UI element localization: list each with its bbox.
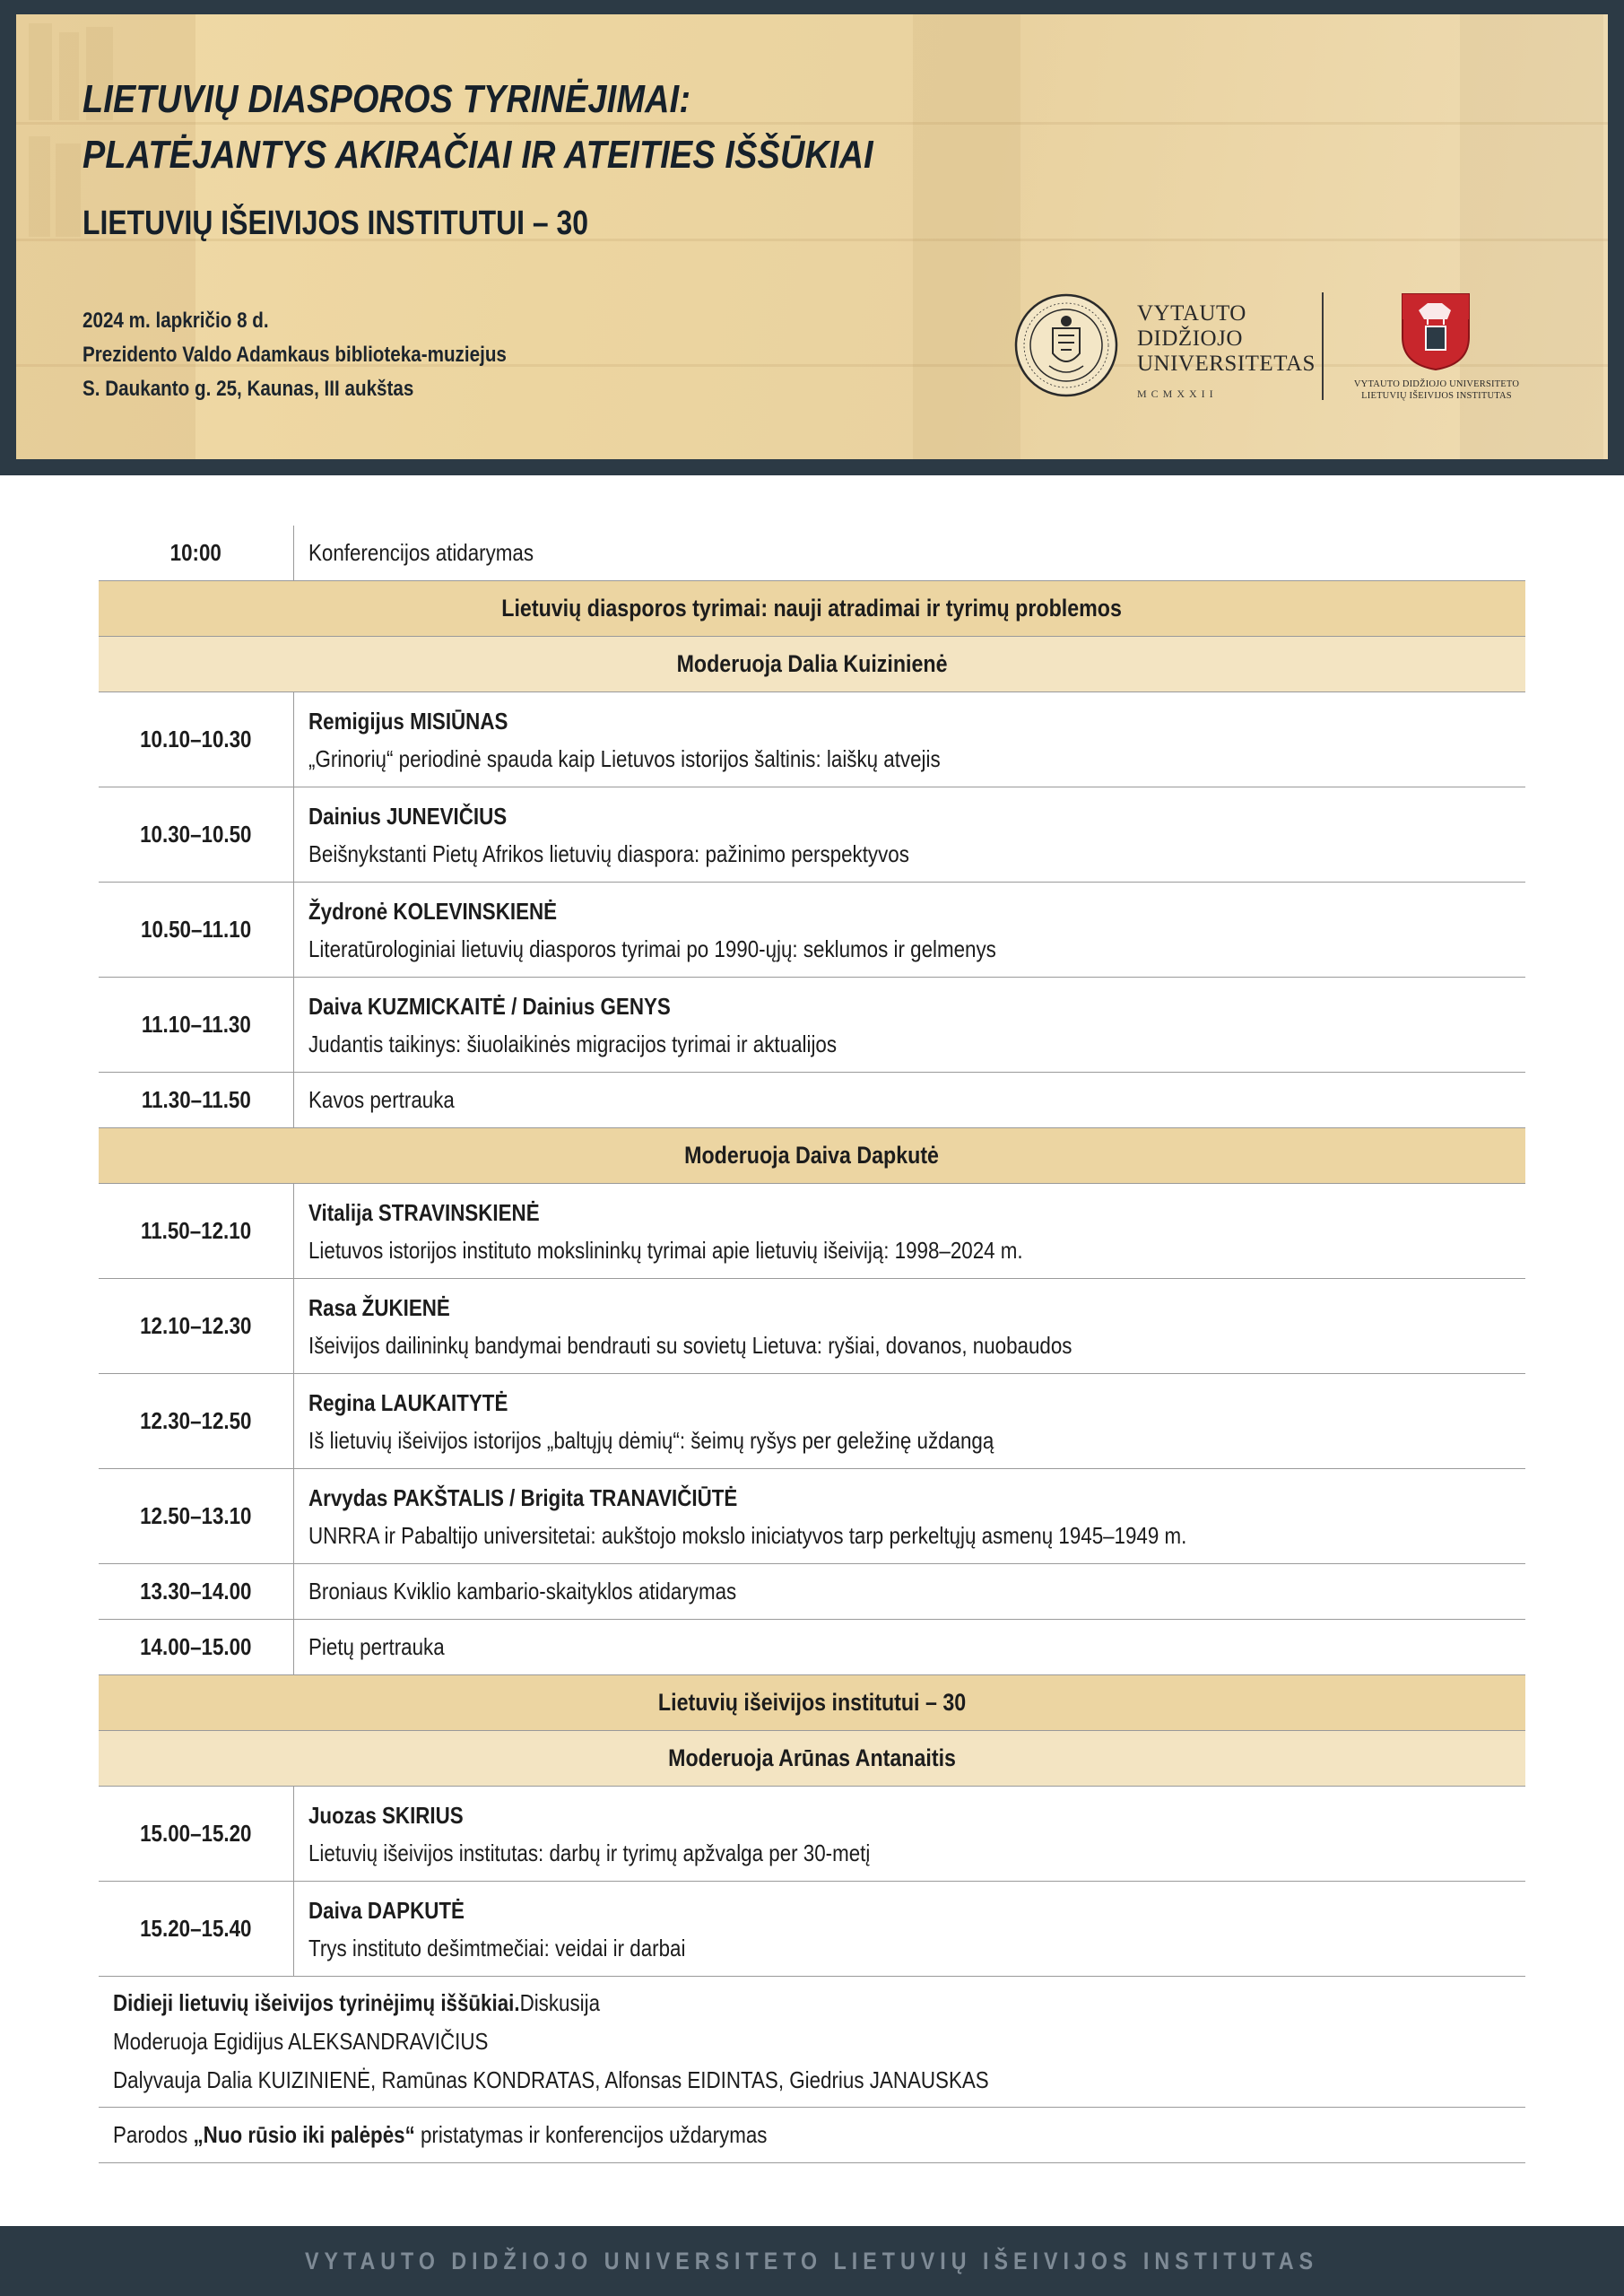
conference-subtitle: LIETUVIŲ IŠEIVIJOS INSTITUTUI – 30 [83,204,589,242]
talk-title: Beišnykstanti Pietų Afrikos lietuvių diaspora: pažinimo perspektyvos [308,839,909,867]
talk-title: Išeivijos dailininkų bandymai bendrauti su sovietų Lietuva: ryšiai, dovanos, nuobaudos [308,1331,1073,1359]
talk-title: UNRRA ir Pabaltijo universitetai: aukštojo mokslo iniciatyvos tarp perkeltųjų asmenų 1945–1949 m. [308,1521,1187,1549]
table-row [99,1564,1525,1620]
speaker-name: Regina LAUKAITYTĖ [308,1388,508,1416]
table-row [99,1073,1525,1128]
event-venue: Prezidento Valdo Adamkaus biblioteka-muziejus [83,343,507,367]
talk-title: Trys instituto dešimtmečiai: veidai ir darbai [308,1934,686,1961]
moderator-heading: Moderuoja Daiva Dapkutė [99,1128,1525,1184]
institute-logo-caption [1347,378,1526,402]
institute-caption-line-1: VYTAUTO DIDŽIOJO UNIVERSITETO [1353,379,1520,389]
talk-cell [294,787,1525,882]
shelf-column [913,14,1020,459]
table-row [99,1184,1525,1279]
discussion-block [99,1977,1525,2108]
talk-cell [294,1279,1525,1373]
table-row [99,526,1525,581]
vdu-logo-text [1137,301,1316,377]
table-row [99,1374,1525,1469]
heraldic-crest-icon [1401,292,1471,371]
speaker-name: Rasa ŽUKIENĖ [308,1293,450,1321]
exhibition-title: „Nuo rūsio iki palėpės“ [193,2121,415,2148]
table-row [99,1620,1525,1675]
section-heading: Lietuvių išeivijos institutui – 30 [99,1675,1525,1731]
speaker-name: Remigijus MISIŪNAS [308,707,508,735]
speaker-name: Arvydas PAKŠTALIS / Brigita TRANAVIČIŪTĖ [308,1483,738,1511]
section-heading: Lietuvių diasporos tyrimai: nauji atradimai ir tyrimų problemos [99,581,1525,637]
session-time: 13.30–14.00 [99,1564,294,1619]
talk-cell [294,1882,1525,1976]
talk-cell [294,1374,1525,1468]
session-time: 15.00–15.20 [99,1787,294,1881]
event-date: 2024 m. lapkričio 8 d. [83,309,269,333]
session-time: 11.30–11.50 [99,1073,294,1127]
book-spine [29,23,52,120]
talk-title: Lietuvos istorijos instituto mokslininkų tyrimai apie lietuvių išeiviją: 1998–2024 m. [308,1236,1023,1264]
vdu-logo-line-2: DIDŽIOJO [1137,326,1243,351]
footer-bar [0,2226,1624,2296]
moderator-heading: Moderuoja Arūnas Antanaitis [99,1731,1525,1787]
moderator-heading: Moderuoja Dalia Kuizinienė [99,637,1525,692]
session-time: 10.10–10.30 [99,692,294,787]
talk-cell [294,692,1525,787]
closing-suffix: pristatymas ir konferencijos uždarymas [414,2121,768,2148]
vdu-logo-line-3: UNIVERSITETAS [1137,352,1316,376]
session-time: 12.30–12.50 [99,1374,294,1468]
conference-title-line-2: PLATĖJANTYS AKIRAČIAI IR ATEITIES IŠŠŪKIAI [83,133,873,177]
session-title: Pietų pertrauka [308,1633,445,1660]
session-time: 12.10–12.30 [99,1279,294,1373]
session-time: 11.50–12.10 [99,1184,294,1278]
vdu-founding-year: MCMXXII [1137,387,1218,400]
talk-title: Lietuvių išeivijos institutas: darbų ir tyrimų apžvalga per 30-metį [308,1839,871,1866]
book-spine [56,144,81,237]
table-row [99,883,1525,978]
closing-text [113,2116,873,2154]
footer-text: VYTAUTO DIDŽIOJO UNIVERSITETO LIETUVIŲ IŠEIVIJOS INSTITUTAS [305,2247,1319,2274]
table-row [99,1469,1525,1564]
session-time: 14.00–15.00 [99,1620,294,1674]
discussion-title-rest: Diskusija [519,1989,601,2016]
event-address: S. Daukanto g. 25, Kaunas, III aukštas [83,377,414,401]
talk-cell [294,978,1525,1072]
discussion-title-bold: Didieji lietuvių išeivijos tyrinėjimų iššūkiai. [113,1989,520,2016]
talk-title: „Grinorių“ periodinė spauda kaip Lietuvos istorijos šaltinis: laiškų atvejis [308,744,941,772]
shelf-line [16,122,1608,125]
book-spine [59,32,79,120]
table-row [99,692,1525,787]
table-row [99,1787,1525,1882]
talk-title: Iš lietuvių išeivijos istorijos „baltųjų dėmių“: šeimų ryšys per geležinę uždangą [308,1426,994,1454]
session-time: 10:00 [99,526,294,580]
book-spine [29,136,50,237]
speaker-name: Vitalija STRAVINSKIENĖ [308,1198,540,1226]
discussion-participants: Dalyvauja Dalia KUIZINIENĖ, Ramūnas KONDRATAS, Alfonsas EIDINTAS, Giedrius JANAUSKAS [113,2066,989,2093]
talk-cell [294,1469,1525,1563]
speaker-name: Daiva DAPKUTĖ [308,1896,465,1924]
speaker-name: Juozas SKIRIUS [308,1801,464,1829]
table-row [99,1882,1525,1977]
table-row [99,787,1525,883]
talk-title: Judantis taikinys: šiuolaikinės migracijos tyrimai ir aktualijos [308,1030,838,1057]
session-time: 10.50–11.10 [99,883,294,977]
talk-title: Literatūrologiniai lietuvių diasporos tyrimai po 1990-ųjų: seklumos ir gelmenys [308,935,996,962]
session-time: 12.50–13.10 [99,1469,294,1563]
session-title: Broniaus Kviklio kambario-skaityklos atidarymas [308,1578,737,1605]
vdu-logo-line-1: VYTAUTO [1137,301,1246,326]
talk-cell [294,883,1525,977]
session-time: 15.20–15.40 [99,1882,294,1976]
table-row [99,978,1525,1073]
speaker-name: Žydronė KOLEVINSKIENĖ [308,897,558,925]
conference-title-line-1: LIETUVIŲ DIASPOROS TYRINĖJIMAI: [83,77,691,121]
header-banner [0,0,1624,475]
logo-divider [1322,292,1324,400]
discussion-title [113,1984,1525,2022]
institute-caption-line-2: LIETUVIŲ IŠEIVIJOS INSTITUTAS [1361,391,1512,401]
talk-cell [294,1184,1525,1278]
speaker-name: Daiva KUZMICKAITĖ / Dainius GENYS [308,992,671,1020]
table-row [99,1279,1525,1374]
programme-table [99,526,1525,2163]
session-title: Konferencijos atidarymas [308,539,534,566]
speaker-name: Dainius JUNEVIČIUS [308,802,508,830]
session-time: 11.10–11.30 [99,978,294,1072]
discussion-moderator: Moderuoja Egidijus ALEKSANDRAVIČIUS [113,2028,489,2055]
session-title: Kavos pertrauka [308,1086,455,1113]
talk-cell [294,1787,1525,1881]
closing-row [99,2108,1525,2163]
closing-prefix: Parodos [113,2121,194,2148]
session-time: 10.30–10.50 [99,787,294,882]
university-seal-icon [1013,292,1119,398]
